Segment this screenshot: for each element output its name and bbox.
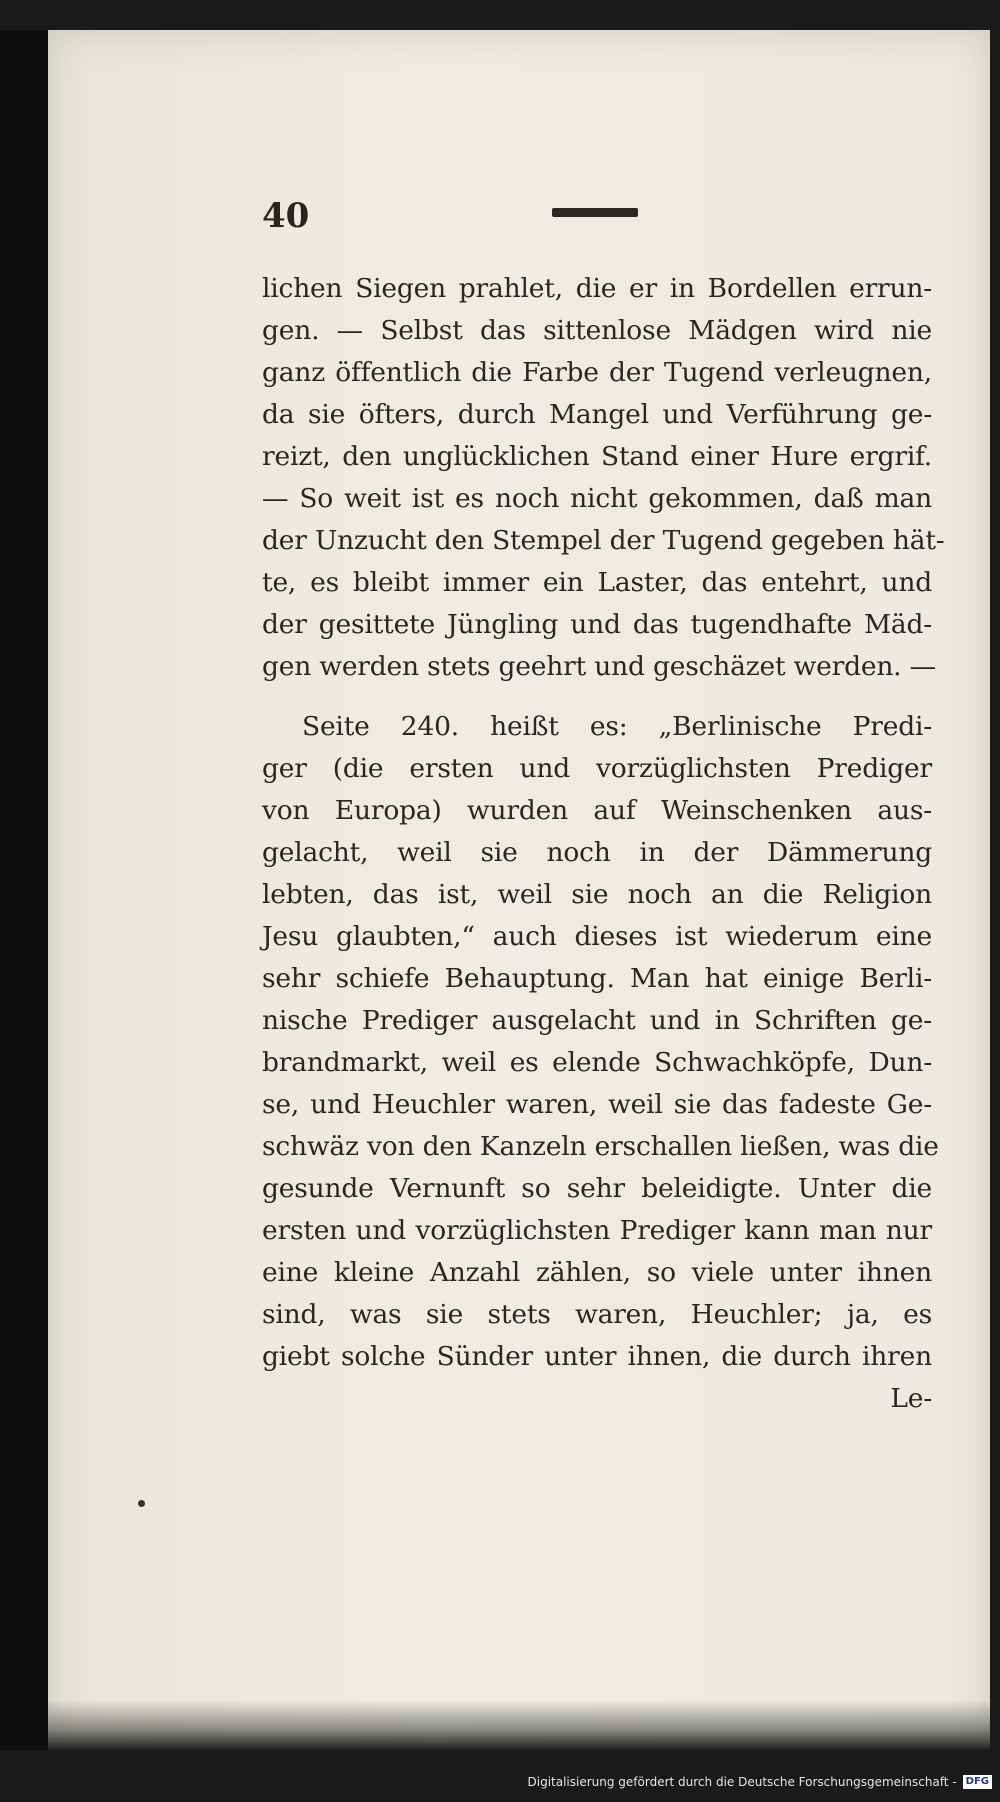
catchword: Le-: [890, 1383, 932, 1414]
text-line: gen werden stets geehrt und geschäzet werden. —: [262, 651, 936, 682]
text-line: giebt solche Sünder unter ihnen, die durch ihren: [262, 1341, 932, 1372]
text-line: lebten, das ist, weil sie noch an die Religion: [262, 879, 932, 910]
binding-edge: [0, 30, 48, 1750]
text-line: von Europa) wurden auf Weinschenken aus-: [262, 795, 932, 826]
text-line: lichen Siegen prahlet, die er in Bordellen errun-: [262, 273, 932, 304]
page-number: 40: [262, 196, 310, 236]
text-line: te, es bleibt immer ein Laster, das entehrt, und: [262, 567, 932, 598]
text-line: der gesittete Jüngling und das tugendhafte Mäd-: [262, 609, 932, 640]
text-line: gesunde Vernunft so sehr beleidigte. Unter die: [262, 1173, 932, 1204]
text-line: brandmarkt, weil es elende Schwachköpfe, Dun-: [262, 1047, 932, 1078]
text-line: gen. — Selbst das sittenlose Mädgen wird nie: [262, 315, 932, 346]
text-line: ganz öffentlich die Farbe der Tugend verleugnen,: [262, 357, 932, 388]
text-line: eine kleine Anzahl zählen, so viele unter ihnen: [262, 1257, 932, 1288]
body-text: [262, 268, 945, 1420]
text-line: gelacht, weil sie noch in der Dämmerung: [262, 837, 932, 868]
text-line: nische Prediger ausgelacht und in Schriften ge-: [262, 1005, 932, 1036]
text-line: da sie öfters, durch Mangel und Verführung ge-: [262, 399, 932, 430]
text-line: sehr schiefe Behauptung. Man hat einige Berli-: [262, 963, 932, 994]
paragraph-gap: [262, 688, 932, 706]
text-line: sind, was sie stets waren, Heuchler; ja, es: [262, 1299, 932, 1330]
page-header: [262, 196, 932, 236]
text-line: ersten und vorzüglichsten Prediger kann man nur: [262, 1215, 932, 1246]
header-ornament-rule: [552, 208, 638, 217]
text-line: Jesu glaubten,“ auch dieses ist wiederum eine: [262, 921, 932, 952]
dfg-logo: DFG: [963, 1775, 992, 1789]
page-bottom-edge: [48, 1700, 990, 1750]
text-line: — So weit ist es noch nicht gekommen, daß man: [262, 483, 932, 514]
text-line: Seite 240. heißt es: „Berlinische Predi-: [302, 711, 932, 742]
footer-credit: Digitalisierung gefördert durch die Deutsche Forschungsgemeinschaft -: [527, 1775, 957, 1789]
text-line: se, und Heuchler waren, weil sie das fadeste Ge-: [262, 1089, 932, 1120]
digitization-footer: [528, 1770, 993, 1794]
ink-speck: [138, 1500, 145, 1507]
text-line: reizt, den unglücklichen Stand einer Hure ergrif.: [262, 441, 932, 472]
text-line: schwäz von den Kanzeln erschallen ließen, was die: [262, 1131, 939, 1162]
text-line: der Unzucht den Stempel der Tugend gegeben hät-: [262, 525, 945, 556]
text-line: ger (die ersten und vorzüglichsten Prediger: [262, 753, 932, 784]
